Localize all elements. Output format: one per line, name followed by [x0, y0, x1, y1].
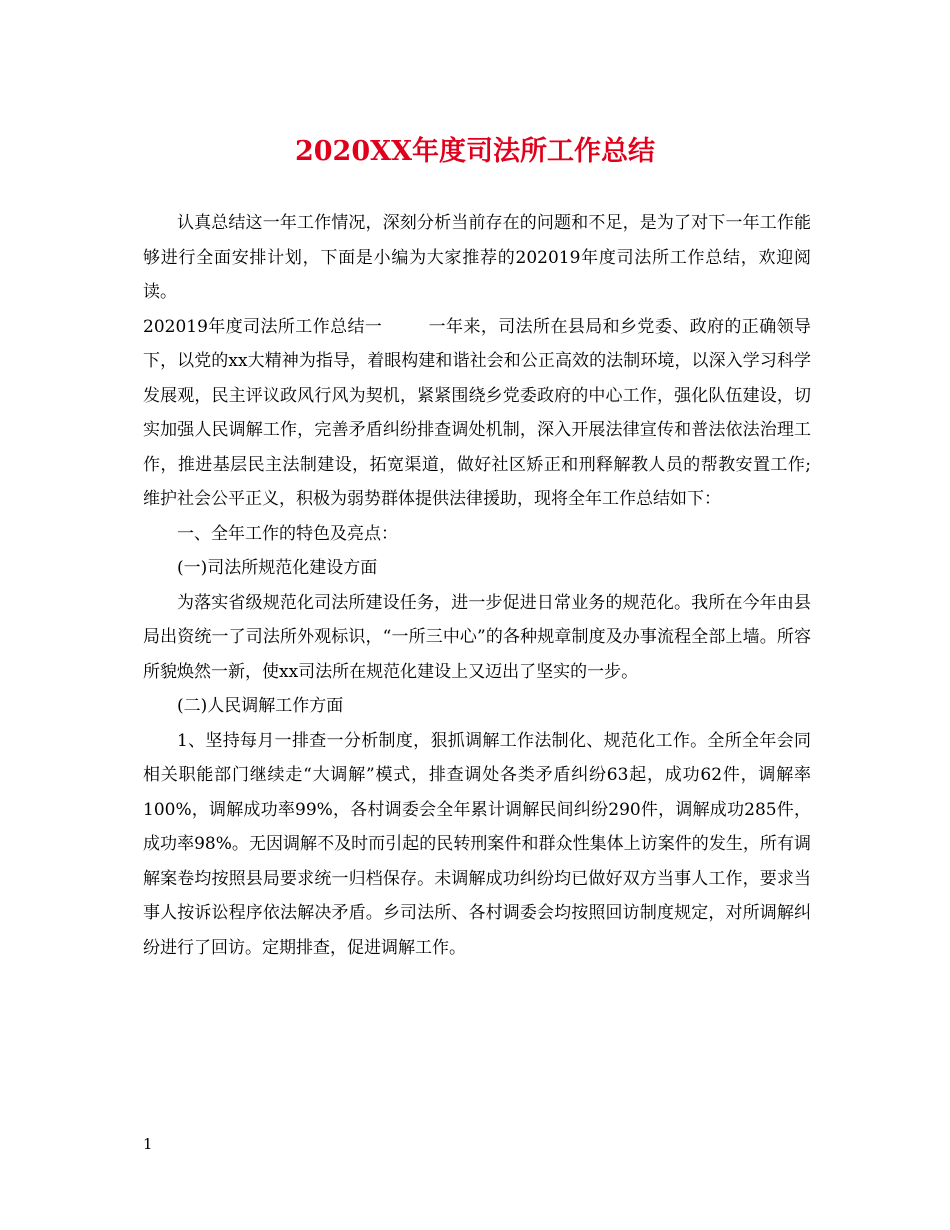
page-number: 1 [143, 1135, 153, 1153]
subsection-heading-1: (一)司法所规范化建设方面 [177, 558, 378, 578]
intro-paragraph: 认真总结这一年工作情况，深刻分析当前存在的问题和不足，是为了对下一年工作能够进行全面安排计划，下面是小编为大家推荐的202019年度司法所工作总结，欢迎阅读。 [143, 213, 811, 302]
summary-one-text: 一年来，司法所在县局和乡党委、政府的正确领导下，以党的xx大精神为指导，着眼构建和谐社会和公正高效的法制环境，以深入学习科学发展观，民主评议政风行风为契机，紧紧围绕乡党委政府的中心工作，强化队伍建设，切实加强人民调解工作，完善矛盾纠纷排查调处机制，深入开展法律宣传和普法依法治理工作，推进基层民主法制建设，拓宽渠道，做好社区矫正和刑释解教人员的帮教安置工作;维护社会公平正义，积极为弱势群体提供法律援助，现将全年工作总结如下： [143, 316, 811, 509]
document-body [143, 206, 811, 965]
mediation-paragraph: 1、坚持每月一排查一分析制度，狠抓调解工作法制化、规范化工作。全所全年会同相关职能部门继续走“大调解”模式，排查调处各类矛盾纠纷63起，成功62件，调解率100%，调解成功率99%，各村调委会全年累计调解民间纠纷290件，调解成功285件，成功率98%。无因调解不及时而引起的民转刑案件和群众性集体上访案件的发生，所有调解案卷均按照县局要求统一归档保存。未调解成功纠纷均已做好双方当事人工作，要求当事人按诉讼程序依法解决矛盾。乡司法所、各村调委会均按照回访制度规定，对所调解纠纷进行了回访。定期排查，促进调解工作。 [143, 730, 811, 958]
summary-one-heading: 202019年度司法所工作总结一 [143, 316, 383, 337]
summary-one-paragraph [143, 310, 811, 517]
standardization-paragraph: 为落实省级规范化司法所建设任务，进一步促进日常业务的规范化。我所在今年由县局出资统一了司法所外观标识，“一所三中心”的各种规章制度及办事流程全部上墙。所容所貌焕然一新，使xx司法所在规范化建设上又迈出了坚实的一步。 [143, 592, 811, 682]
section-heading-1: 一、全年工作的特色及亮点： [177, 523, 398, 544]
page-title: 2020XX年度司法所工作总结 [294, 136, 656, 167]
subsection-heading-2: (二)人民调解工作方面 [177, 696, 344, 716]
